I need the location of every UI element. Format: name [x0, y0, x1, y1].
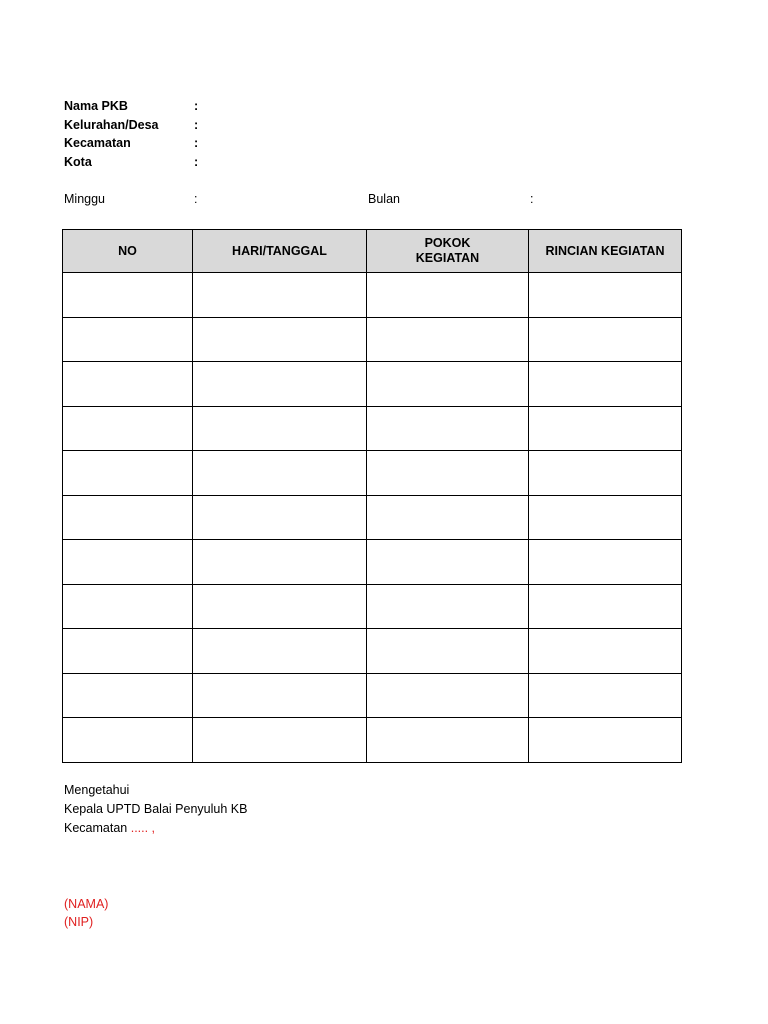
table-cell: [193, 451, 367, 496]
signatory-title: Kepala UPTD Balai Penyuluh KB: [64, 802, 248, 816]
activity-table: [62, 229, 682, 763]
period-row: [64, 190, 584, 208]
column-header-no: NO: [63, 230, 193, 273]
table-row: [63, 406, 682, 451]
table-cell: [529, 718, 682, 763]
table-cell: [193, 540, 367, 585]
column-header-text: POKOK KEGIATAN: [415, 236, 480, 265]
field-colon: :: [194, 136, 199, 150]
table-cell: [529, 273, 682, 318]
table-cell: [529, 584, 682, 629]
table-cell: [193, 406, 367, 451]
table-cell: [193, 362, 367, 407]
table-cell: [367, 540, 529, 585]
table-cell: [63, 540, 193, 585]
minggu-colon: :: [194, 192, 198, 206]
table-cell: [63, 451, 193, 496]
table-cell: [367, 718, 529, 763]
table-cell: [529, 406, 682, 451]
table-cell: [529, 451, 682, 496]
acknowledgement-block: [64, 781, 247, 838]
table-row: [63, 362, 682, 407]
table-cell: [193, 673, 367, 718]
signature-block: [64, 895, 108, 931]
table-cell: [193, 495, 367, 540]
field-colon: :: [194, 118, 199, 132]
kecamatan-prefix: Kecamatan: [64, 821, 131, 835]
minggu-label: Minggu: [64, 192, 105, 206]
column-header-pokok-kegiatan: [367, 230, 529, 273]
table-cell: [367, 451, 529, 496]
table-header-row: [63, 230, 682, 273]
table-row: [63, 584, 682, 629]
table-row: [63, 540, 682, 585]
table-row: [63, 718, 682, 763]
table-cell: [529, 495, 682, 540]
table-cell: [367, 584, 529, 629]
table-row: [63, 673, 682, 718]
field-colon: :: [194, 99, 199, 113]
field-label: Kecamatan: [64, 136, 131, 150]
table-cell: [63, 495, 193, 540]
table-cell: [63, 673, 193, 718]
table-row: [63, 629, 682, 674]
table-cell: [193, 317, 367, 362]
table-cell: [529, 673, 682, 718]
table-cell: [193, 584, 367, 629]
field-colon: :: [194, 155, 199, 169]
table-cell: [367, 495, 529, 540]
field-label: Nama PKB: [64, 99, 128, 113]
table-cell: [63, 584, 193, 629]
bulan-colon: :: [530, 192, 534, 206]
table-cell: [193, 718, 367, 763]
kecamatan-line: [64, 819, 247, 838]
table-cell: [63, 362, 193, 407]
table-cell: [529, 317, 682, 362]
table-cell: [63, 629, 193, 674]
table-cell: [63, 273, 193, 318]
table-cell: [63, 406, 193, 451]
table-cell: [193, 629, 367, 674]
bulan-label: Bulan: [368, 192, 400, 206]
table-row: [63, 495, 682, 540]
table-row: [63, 273, 682, 318]
table-cell: [367, 406, 529, 451]
column-header-rincian-kegiatan: RINCIAN KEGIATAN: [529, 230, 682, 273]
table-cell: [367, 673, 529, 718]
table-cell: [367, 273, 529, 318]
table-body: [63, 273, 682, 763]
table-cell: [367, 629, 529, 674]
acknowledged-label: Mengetahui: [64, 783, 130, 797]
table-row: [63, 451, 682, 496]
kecamatan-placeholder: ..... ,: [130, 821, 156, 835]
table-cell: [367, 317, 529, 362]
nip-placeholder: (NIP): [64, 915, 94, 929]
field-label: Kelurahan/Desa: [64, 118, 159, 132]
name-placeholder: (NAMA): [64, 897, 109, 911]
table-cell: [529, 540, 682, 585]
column-header-hari-tanggal: HARI/TANGGAL: [193, 230, 367, 273]
table-cell: [529, 362, 682, 407]
table-cell: [529, 629, 682, 674]
table-row: [63, 317, 682, 362]
table-cell: [63, 718, 193, 763]
table-cell: [193, 273, 367, 318]
table-cell: [63, 317, 193, 362]
field-label: Kota: [64, 155, 92, 169]
table-cell: [367, 362, 529, 407]
